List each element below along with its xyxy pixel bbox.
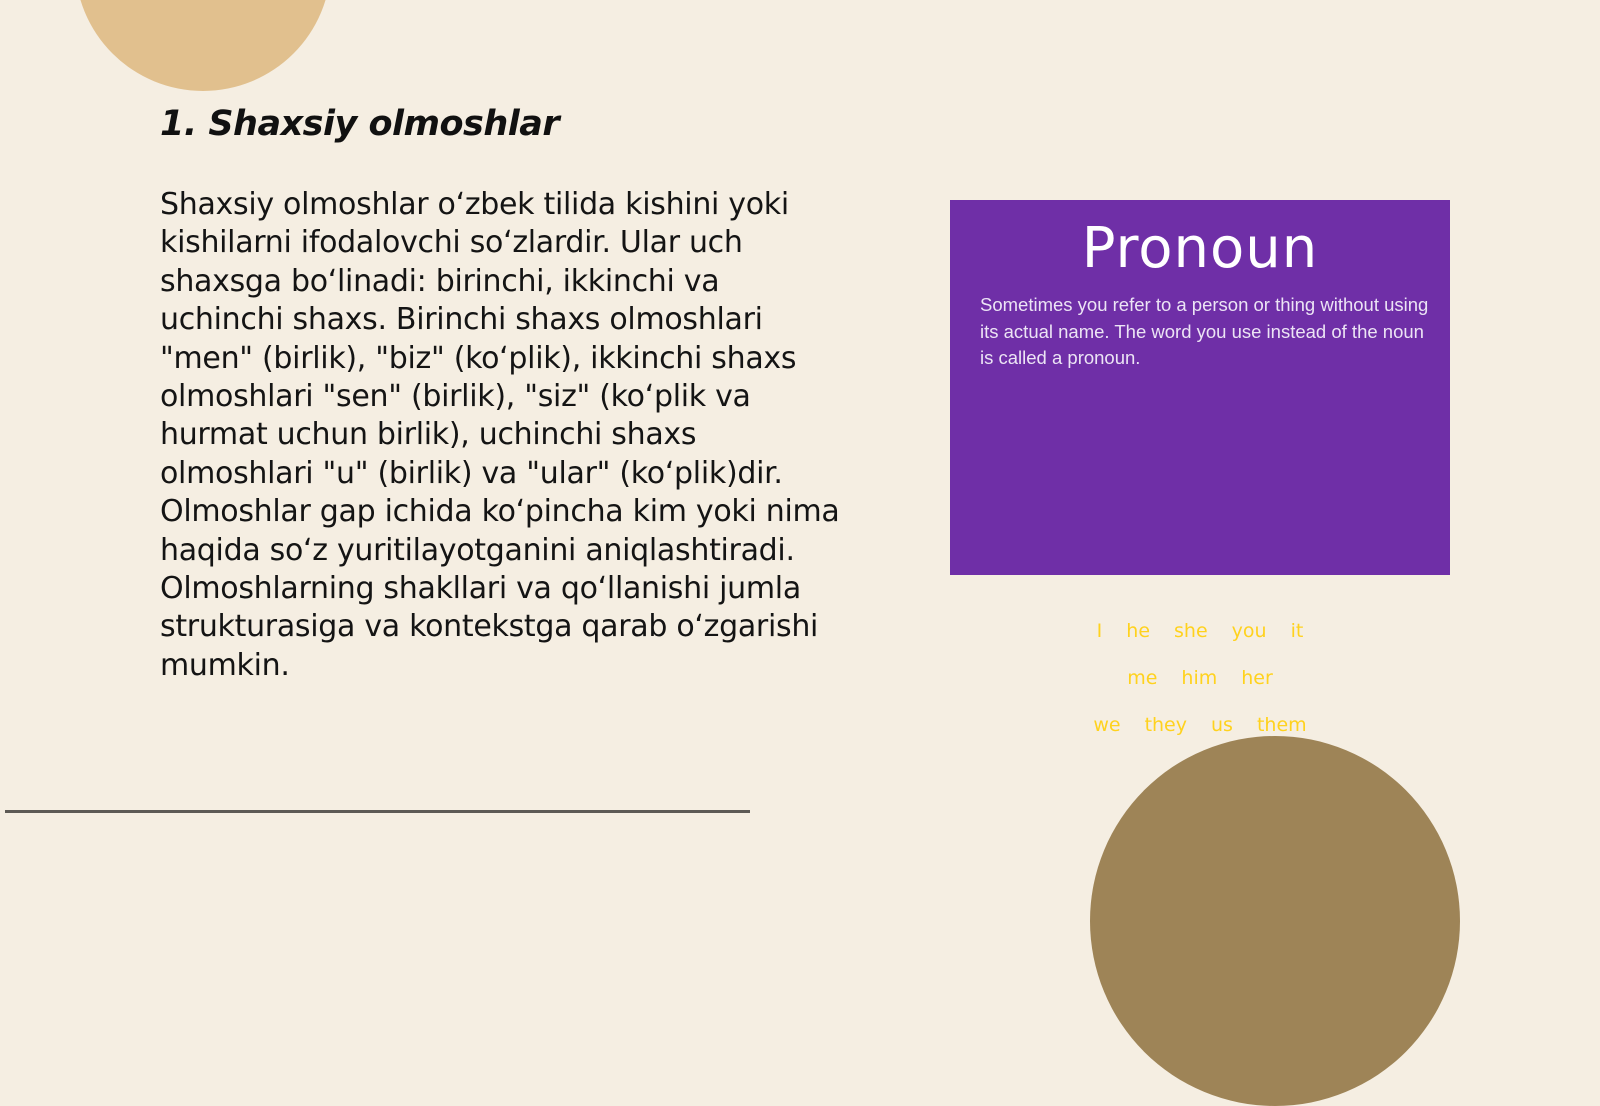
pronoun-word: I: [1096, 620, 1103, 642]
pronoun-image-heading: Pronoun: [1081, 216, 1319, 281]
pronoun-row-subject: [950, 620, 1450, 642]
pronoun-word: they: [1144, 714, 1187, 736]
pronoun-row-plural: [950, 714, 1450, 736]
pronoun-word: you: [1231, 620, 1267, 642]
pronoun-row-object: [950, 667, 1450, 689]
pronoun-word: them: [1256, 714, 1307, 736]
pronoun-word: it: [1290, 620, 1304, 642]
slide-body-text: Shaxsiy olmoshlar o‘zbek tilida kishini yoki kishilarni ifodalovchi so‘zlardir. Ular uch shaxsga bo‘linadi: birinchi, ikkinchi va uchinchi shaxs. Birinchi shaxs olmoshlari "men" (birlik), "biz" (ko‘plik), ikkinchi shaxs olmoshlari "sen" (birlik), "siz" (ko‘plik va hurmat uchun birlik), uchinchi shaxs olmoshlari "u" (birlik) va "ular" (ko‘plik)dir. Olmoshlar gap ichida ko‘pincha kim yoki nima haqida so‘z yuritilayotganini aniqlashtiradi. Olmoshlarning shakllari va qo‘llanishi jumla strukturasiga va kontekstga qarab o‘zgarishi mumkin.: [160, 187, 840, 683]
pronoun-word: me: [1127, 667, 1158, 689]
pronoun-word: him: [1181, 667, 1218, 689]
pronoun-word: he: [1126, 620, 1151, 642]
slide-title: 1. Shaxsiy olmoshlar: [160, 104, 560, 144]
decorative-circle-top: [75, 0, 331, 91]
horizontal-divider: [5, 810, 750, 813]
pronoun-word: her: [1241, 667, 1273, 689]
pronoun-word: us: [1211, 714, 1233, 736]
pronoun-word: she: [1174, 620, 1208, 642]
pronoun-image-description: Sometimes you refer to a person or thing without using its actual name. The word you use instead of the noun is called a pronoun.: [980, 294, 1429, 368]
pronoun-word: we: [1093, 714, 1121, 736]
pronoun-image: [950, 200, 1450, 736]
decorative-circle-bottom: [1090, 736, 1460, 1106]
